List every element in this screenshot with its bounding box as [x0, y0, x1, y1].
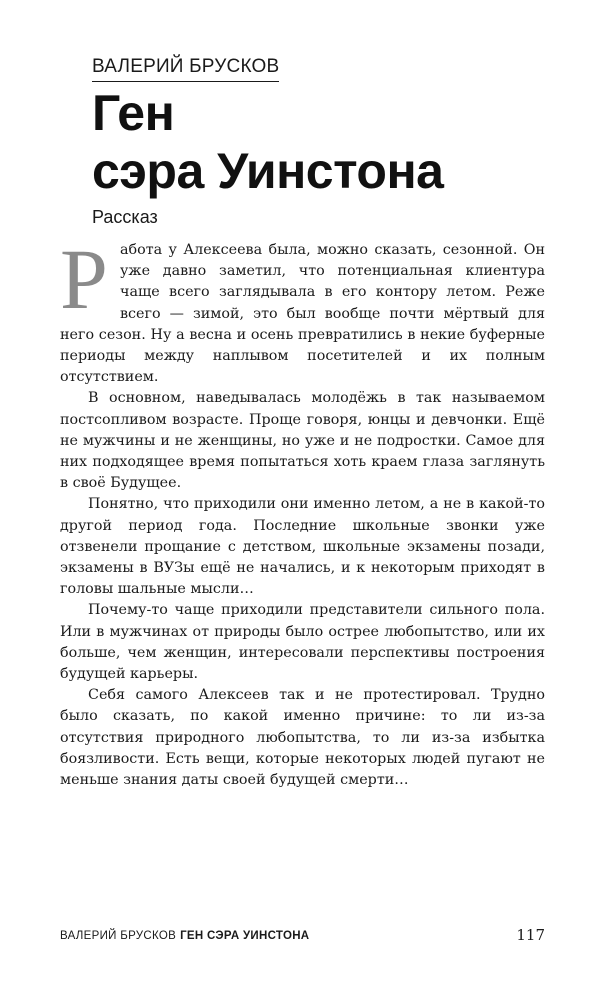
paragraph: Почему-то чаще приходили представители сильного пола. Или в мужчинах от природы было острее любопытство, или их больше, чем женщин, интересовали перспективы построения будущей карьеры.	[60, 602, 545, 683]
page-number: 117	[516, 926, 545, 944]
genre-label: Рассказ	[92, 207, 158, 227]
paragraph: Понятно, что приходили они именно летом, а не в какой-то другой период года. Последние школьные звонки уже отзвенели прощание с детством, школьные экзамены позади, экзамены в ВУЗы ещё не начались, и к некоторым приходят в головы шальные мысли…	[60, 496, 545, 598]
story-body	[60, 231, 545, 791]
author-name: ВАЛЕРИЙ БРУСКОВ	[92, 55, 279, 82]
paragraph	[60, 231, 545, 388]
paragraph: Себя самого Алексеев так и не протестировал. Трудно было сказать, по какой именно причине: то ли из-за отсутствия природного любопытства, то ли из-за избытка боязливости. Есть вещи, которые некоторых людей пугают не меньше знания даты своей будущей смерти…	[60, 687, 545, 789]
title-line-2: сэра Уинстона	[92, 143, 444, 199]
story-title	[92, 84, 443, 200]
first-paragraph-text: абота у Алексеева была, можно сказать, сезонной. Он уже давно заметил, что потенциальная клиентура чаще всего заглядывала в его контору летом. Реже всего — зимой, это был вообще почти мёртвый для него сезон. Ну а весна и осень превратились в некие буферные периоды между наплывом посетителей и их полным отсутствием.	[60, 242, 545, 386]
running-header	[60, 930, 309, 942]
drop-cap: Р	[60, 231, 108, 327]
footer-author: ВАЛЕРИЙ БРУСКОВ	[60, 930, 177, 942]
page-footer	[60, 920, 545, 944]
paragraph: В основном, наведывалась молодёжь в так называемом постсопливом возрасте. Проще говоря, юнцы и девчонки. Ещё не мужчины и не женщины, но уже и не подростки. Самое для них подходящее время попытаться хоть краем глаза заглянуть в своё Будущее.	[60, 390, 545, 492]
title-line-1: Ген	[92, 85, 175, 141]
footer-title: ГЕН СЭРА УИНСТОНА	[180, 930, 310, 942]
